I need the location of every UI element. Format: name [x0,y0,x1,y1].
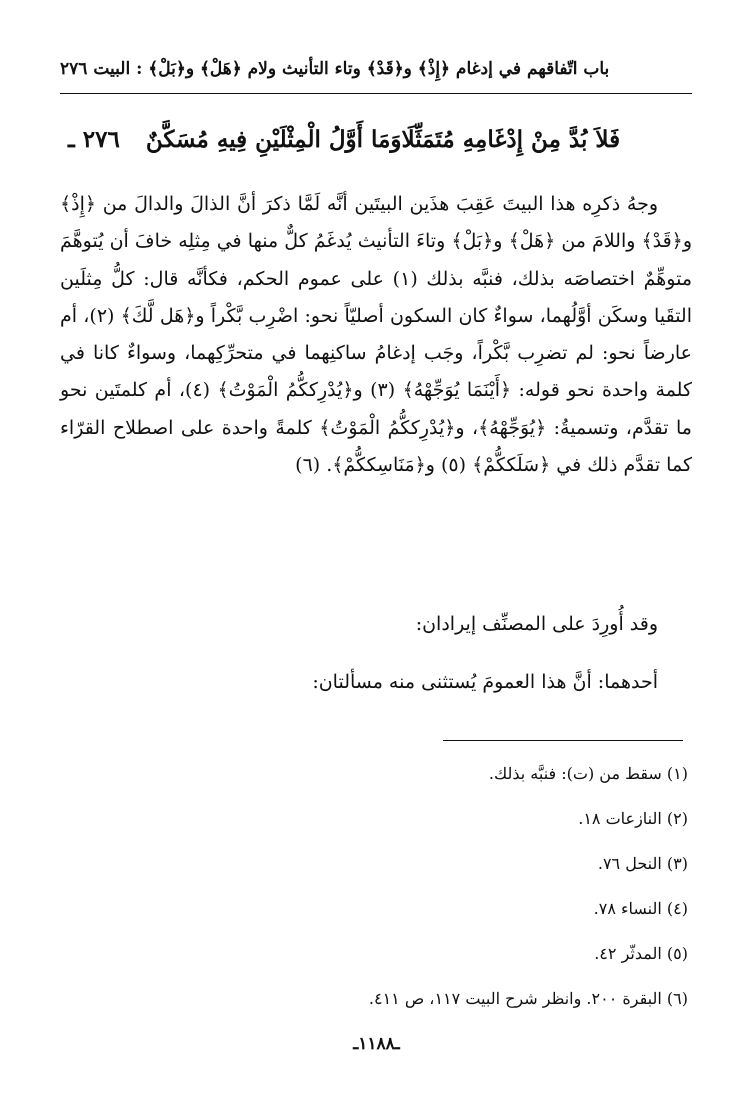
running-header [60,58,692,79]
footnote-4: (٤) النساء ٧٨. [593,899,688,918]
page-number: ـ١١٨٨ـ [353,1034,400,1054]
footnotes [60,762,688,1032]
footnote-6: (٦) البقرة ٢٠٠. وانظر شرح البيت ١١٧، ص ٤١١. [368,989,688,1008]
footnote-3: (٣) النحل ٧٦. [597,854,688,873]
verse-number: ٢٧٦ ـ [68,126,120,153]
verse-second-hemistich: فَلاَ بُدَّ مِنْ إِدْغَامِهِ مُتَمَثِّلَا [401,126,621,153]
commentary-paragraph: وجهُ ذكرِه هذا البيتَ عَقِبَ هذَين البيتَين أنَّه لَمَّا ذكرَ أنَّ الذالَ والدالَ من ﴿إِذْ﴾ و﴿قَدْ﴾ واللامَ من ﴿هَلْ﴾ و﴿بَلْ﴾ وتاءَ التأنيث يُدغَمُ كلٌّ منها في مِثلِه خافَ أن يُتوهَّمَ متوهِّمٌ اختصاصَه بذلك، فنبَّه بذلك (١) على عموم الحكم، فكأنَّه قال: كلُّ مِثلَين التقَيا وسكَن أوَّلُهما، سواءٌ كان السكون أصليّاً نحو: اضْرِب بَّكْراً و﴿هَل لَّكَ﴾ (٢)، أم عارضاً نحو: لم تضرِب بَّكْراً، وجَب إدغامُ ساكنِهما في متحرِّكِهما، وسواءٌ كانا في كلمة واحدة نحو قوله: ﴿أَيْنَمَا يُوَجِّهْهُ﴾ (٣) و﴿يُدْرِككُّمُ الْمَوْتُ﴾ (٤)، أم كلمتَين نحو ما تقدَّم، وتسميةُ: ﴿يُوَجِّهْهُ﴾، و﴿يُدْرِككُّمُ الْمَوْتُ﴾ كلمةً واحدة على اصطلاح القرّاء كما تقدَّم ذلك في ﴿سَلَككُّمْ﴾ (٥) و﴿مَنَاسِككُّمْ﴾. (٦) [60,193,693,477]
footnote-5: (٥) المدثّر ٤٢. [594,944,688,963]
chapter-title: باب اتّفاقهم في إدغام ﴿إِذْ﴾ و﴿قَدْ﴾ وتاء التأنيث ولام ﴿هَلْ﴾ و﴿بَلْ﴾ : البيت ٢٧٦ [60,59,610,79]
verse-first-hemistich: وَمَا أَوَّلُ الْمِثْلَيْنِ فِيهِ مُسَكَّنٌ [145,126,402,153]
verse-line [60,126,692,153]
footnote-1: (١) سقط من (ت): فنبَّه بذلك. [488,764,688,783]
footnote-divider [443,740,683,741]
objection-intro: وقد أُورِدَ على المصنِّف إيرادان: [415,613,658,635]
commentary-body [60,186,692,484]
header-divider [60,93,692,94]
footnote-2: (٢) النازعات ١٨. [578,809,688,828]
first-objection: أحدهما: أنَّ هذا العمومَ يُستثنى منه مسألتان: [312,671,658,693]
